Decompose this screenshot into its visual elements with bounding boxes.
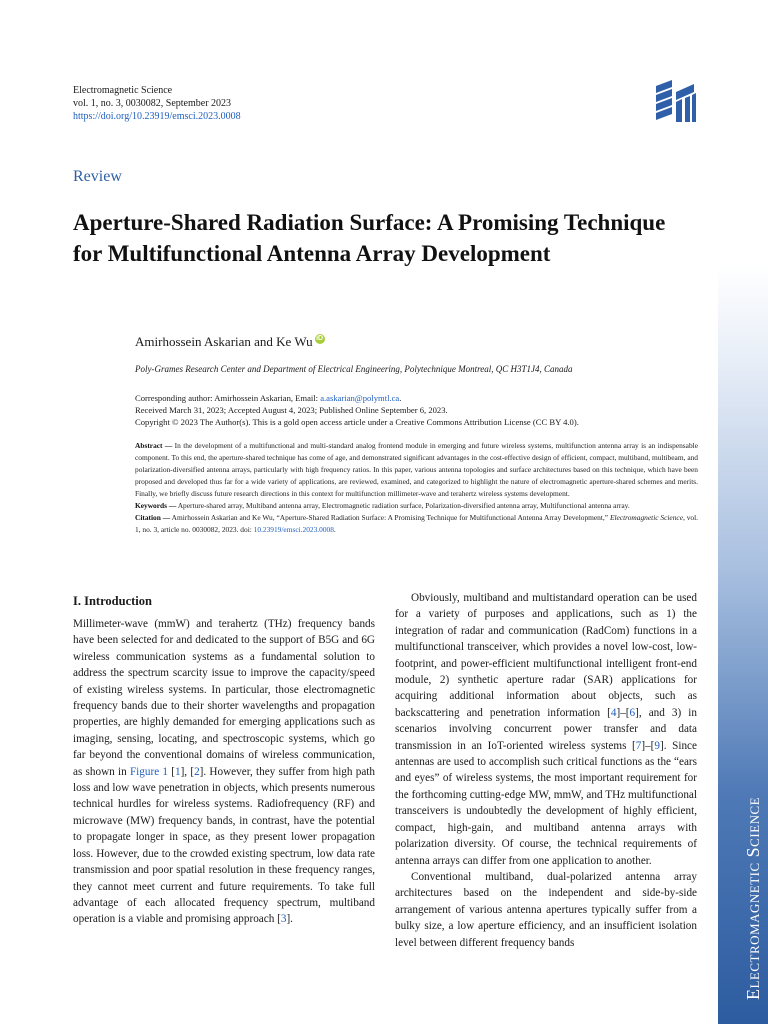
text-run: ]. Since antennas are used to accomplish such critical functions as the “ears and eyes” of wireless systems, the most important requirement for the forthcoming cutting-edge MW, mmW, and THz multifunctional transceivers is undoubtedly the development of highly efficient, compact, high-gain, and multiband antenna arrays with polarization diversity. Of course, the technical requirements of antenna arrays can differ from one application to another. (395, 739, 697, 867)
ref-1-link[interactable]: 1 (174, 765, 181, 778)
citation-text: Amirhossein Askarian and Ke Wu, “Aperture-Shared Radiation Surface: A Promising Technique for Multifunctional Antenna Array Development,” (170, 513, 610, 522)
abstract-label: Abstract — (135, 441, 173, 450)
paper-title: Aperture-Shared Radiation Surface: A Promising Technique for Multifunctional Antenna Array Development (73, 210, 666, 266)
citation (135, 512, 698, 536)
citation-text-end: , vol. 1, no. 3, article no. 0030082, 2023. doi: (135, 513, 699, 534)
text-run: Millimeter-wave (mmW) and terahertz (THz) frequency bands have been selected for and dedicated to the support of B5G and 6G wireless communication systems as a fundamental solution to address the spectrum scarcity issue to improve the capacity/speed of existing wireless systems. In particular, those electromagnetic frequency bands due to their shorter wavelengths and propagation properties, are highly demanded for emerging applications such as imaging, sensing, locating, and spectroscopic systems, which go far beyond the conventional domains of wireless communication, as shown in (73, 618, 375, 778)
right-column (395, 590, 697, 951)
text-run: ]. (286, 913, 293, 926)
author-line (135, 334, 325, 350)
ref-3-link[interactable]: 3 (280, 913, 287, 926)
figure-1-link[interactable]: Figure 1 (129, 765, 168, 778)
ref-2-link[interactable]: 2 (194, 765, 200, 778)
text-run: ]. However, they suffer from high path loss and low wave penetration in objects, which presents numerous technical hurdles for wireless systems. Radiofrequency (RF) and microwave (MW) frequency bands, in contrast, have the potential to propagate longer in space, as they present lower propagation loss. However, due to the crowded existing spectrum, low data rate transmission and poor spatial resolution in these frequency ranges, they cannot meet current and future requirements. To take full advantage of each allocated frequency spectrum, multiband operation is a viable and promising approach [ (73, 765, 375, 926)
journal-volume: vol. 1, no. 3, 0030082, September 2023 (73, 98, 232, 109)
text-run: ]–[ (641, 739, 655, 752)
orcid-icon[interactable]: iD (316, 335, 324, 342)
left-paragraph (73, 616, 375, 928)
keywords-label: Keywords — (135, 501, 177, 510)
right-paragraph-2: Conventional multiband, dual-polarized antenna array architectures based on the independent and side-by-side arrangement of various antenna apertures typically suffer from a bulky size, a low aperture efficiency, and an insufficient isolation level between different frequency bands (395, 870, 697, 949)
text-run: ], and 3) in scenarios involving concurrent power transfer and data transmission in an IoT-oriented wireless systems [ (395, 706, 697, 752)
authors: Amirhossein Askarian and Ke Wu (135, 334, 313, 349)
citation-journal: Electromagnetic Science (609, 513, 683, 522)
keywords-text: Aperture-shared array, Multiband antenna array, Electromagnetic radiation surface, Polarization-diversified antenna array, Multifunctional antenna array. (176, 501, 630, 510)
sidebar-journal-name: Electromagnetic Science (743, 796, 763, 1000)
citation-doi-end: . (333, 525, 336, 534)
keywords (135, 500, 698, 512)
copyright: Copyright © 2023 The Author(s). This is a gold open access article under a Creative Commons Attribution License (CC BY 4.0). (135, 417, 579, 427)
section-heading: I. Introduction (73, 594, 152, 608)
esm-logo-icon (652, 78, 698, 124)
text-run: ], [ (180, 765, 195, 778)
article-type: Review (73, 168, 122, 185)
ref-6-link[interactable]: 6 (629, 706, 636, 719)
text-run: [ (168, 765, 175, 778)
ref-9-link[interactable]: 9 (654, 739, 660, 752)
abstract-block (135, 440, 698, 536)
correspondence-block (135, 392, 579, 428)
citation-label: Citation — (135, 513, 171, 522)
left-column (73, 616, 375, 928)
right-paragraph-1 (395, 590, 697, 869)
text-run: ]–[ (616, 706, 630, 719)
email-end: . (399, 393, 402, 403)
doi-link[interactable]: https://doi.org/10.23919/emsci.2023.0008 (73, 111, 241, 122)
journal-name: Electromagnetic Science (73, 85, 173, 96)
affiliation: Poly-Grames Research Center and Department of Electrical Engineering, Polytechnique Montreal, QC H3T1J4, Canada (135, 364, 573, 374)
ref-4-link[interactable]: 4 (610, 706, 617, 719)
journal-info (73, 84, 241, 123)
corresponding-label: Corresponding author: Amirhossein Askarian, Email: (135, 393, 321, 403)
email-link[interactable]: a.askarian@polymtl.ca (320, 393, 400, 403)
dates: Received March 31, 2023; Accepted August 4, 2023; Published Online September 6, 2023. (135, 405, 448, 415)
text-run: Obviously, multiband and multistandard operation can be used for a variety of purposes and applications, such as 1) the integration of radar and communication (RadCom) functions in a multifunctional transceiver, which provides a novel low-cost, low-footprint, and power-efficient multifunctional intelligent front-end module, 2) synthetic aperture radar (SAR) applications for acquiring additional information about objects, such as backscattering and penetration information [ (395, 592, 697, 719)
abstract-text: In the development of a multifunctional and multi-standard analog frontend module in emerging and future wireless systems, multifunction antenna array is an indispensable component. To this end, the aperture-shared technique has come of age, and demonstrated significant advantages in the cost-effective design of efficient, compact, multiband, multibeam, and polarization-diversified antenna arrays, particularly with high frequency ratios. In this paper, various antenna topologies and surface architectures based on this technique, which have been proposed and developed thus far for a wide variety of applications, are reviewed, examined, and categorized to highlight the nature of electromagnetic aperture-shared schemes and merits. Finally, we briefly discuss future research directions in this context for multifunction millimeter-wave and terahertz wireless systems development. (135, 441, 698, 498)
citation-doi-link[interactable]: 10.23919/emsci.2023.0008 (253, 525, 334, 534)
ref-7-link[interactable]: 7 (635, 739, 642, 752)
abstract (135, 440, 698, 500)
